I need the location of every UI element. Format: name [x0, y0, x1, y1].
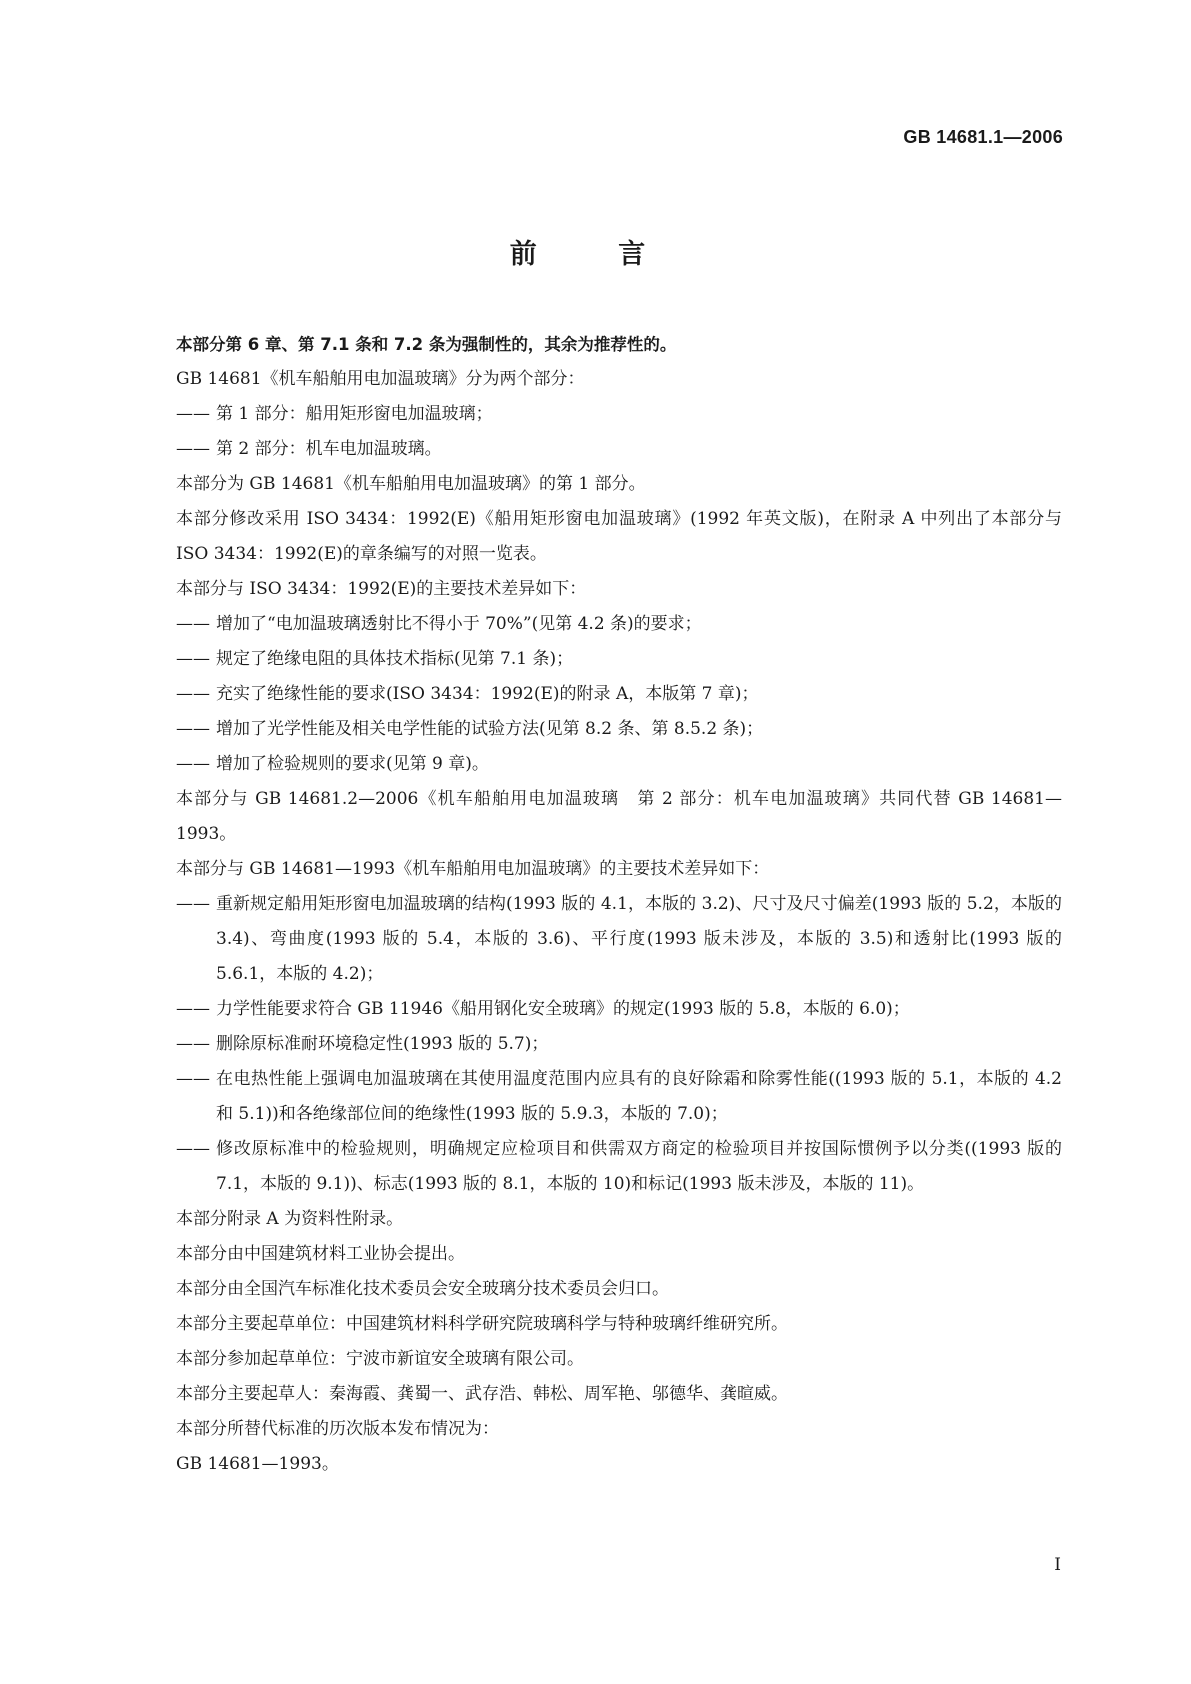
list-item [176, 747, 1062, 782]
dash-mark: —— [176, 684, 210, 704]
paragraph: 本部分参加起草单位：宁波市新谊安全玻璃有限公司。 [176, 1349, 584, 1369]
list-item-text: 充实了绝缘性能的要求(ISO 3434：1992(E)的附录 A，本版第 7 章)； [216, 684, 759, 704]
list-item [176, 1062, 1062, 1132]
paragraph: 本部分由中国建筑材料工业协会提出。 [176, 1244, 465, 1264]
list-item [176, 677, 1062, 712]
list-item-text: 力学性能要求符合 GB 11946《船用钢化安全玻璃》的规定(1993 版的 5.8，本版的 6.0)； [216, 999, 910, 1019]
paragraph: 本部分附录 A 为资料性附录。 [176, 1209, 404, 1229]
list-item [176, 1132, 1062, 1202]
page-number: I [1054, 1555, 1061, 1575]
list-item [176, 1027, 1062, 1062]
dash-mark: —— [176, 999, 210, 1019]
list-item [176, 887, 1062, 992]
list-item-text: 增加了检验规则的要求(见第 9 章)。 [216, 754, 489, 774]
list-item-text: 第 2 部分：机车电加温玻璃。 [216, 439, 442, 459]
dash-mark: —— [176, 1139, 210, 1159]
list-item [176, 642, 1062, 677]
paragraph: 本部分所替代标准的历次版本发布情况为： [176, 1419, 499, 1439]
paragraph-mandatory-note: 本部分第 6 章、第 7.1 条和 7.2 条为强制性的，其余为推荐性的。 [176, 335, 677, 354]
list-item-text: 删除原标准耐环境稳定性(1993 版的 5.7)； [216, 1034, 549, 1054]
dash-mark: —— [176, 439, 210, 459]
paragraph: 本部分为 GB 14681《机车船舶用电加温玻璃》的第 1 部分。 [176, 474, 646, 494]
list-item [176, 432, 1062, 467]
dash-mark: —— [176, 404, 210, 424]
list-item-text: 重新规定船用矩形窗电加温玻璃的结构(1993 版的 4.1，本版的 3.2)、尺寸及尺寸偏差(1993 版的 5.2，本版的 3.4)、弯曲度(1993 版的 5.4，本版的 3.6)、平行度(1993 版未涉及，本版的 3.5)和透射比(1993 版的 5.6.1，本版的 4.2)； [216, 894, 1062, 984]
dash-mark: —— [176, 754, 210, 774]
dash-mark: —— [176, 719, 210, 739]
paragraph: 本部分由全国汽车标准化技术委员会安全玻璃分技术委员会归口。 [176, 1279, 669, 1299]
dash-mark: —— [176, 1069, 210, 1089]
paragraph: GB 14681《机车船舶用电加温玻璃》分为两个部分： [176, 369, 585, 389]
paragraph: 本部分与 GB 14681—1993《机车船舶用电加温玻璃》的主要技术差异如下： [176, 859, 770, 879]
standard-code: GB 14681.1—2006 [903, 127, 1063, 147]
dash-mark: —— [176, 614, 210, 634]
paragraph: 本部分修改采用 ISO 3434：1992(E)《船用矩形窗电加温玻璃》(1992 年英文版)，在附录 A 中列出了本部分与 ISO 3434：1992(E)的章条编写的对照一览表。 [176, 509, 1062, 564]
list-item-text: 在电热性能上强调电加温玻璃在其使用温度范围内应具有的良好除霜和除雾性能((1993 版的 5.1，本版的 4.2 和 5.1))和各绝缘部位间的绝缘性(1993 版的 5.9.3，本版的 7.0)； [216, 1069, 1062, 1124]
page-title: 前 言 [509, 239, 682, 270]
list-item-text: 修改原标准中的检验规则，明确规定应检项目和供需双方商定的检验项目并按国际惯例予以分类((1993 版的 7.1，本版的 9.1))、标志(1993 版的 8.1，本版的 10)和标记(1993 版未涉及，本版的 11)。 [216, 1139, 1062, 1194]
list-item-text: 第 1 部分：船用矩形窗电加温玻璃； [216, 404, 493, 424]
paragraph: GB 14681—1993。 [176, 1454, 339, 1474]
dash-mark: —— [176, 649, 210, 669]
list-item [176, 607, 1062, 642]
list-item-text: 增加了“电加温玻璃透射比不得小于 70%”(见第 4.2 条)的要求； [216, 614, 702, 634]
list-item [176, 712, 1062, 747]
list-item [176, 992, 1062, 1027]
paragraph: 本部分与 GB 14681.2—2006《机车船舶用电加温玻璃 第 2 部分：机车电加温玻璃》共同代替 GB 14681—1993。 [176, 789, 1062, 844]
paragraph: 本部分主要起草人：秦海霞、龚蜀一、武存浩、韩松、周军艳、邬德华、龚暄威。 [176, 1384, 788, 1404]
foreword-body [176, 327, 1062, 1482]
paragraph: 本部分主要起草单位：中国建筑材料科学研究院玻璃科学与特种玻璃纤维研究所。 [176, 1314, 788, 1334]
dash-mark: —— [176, 894, 210, 914]
dash-mark: —— [176, 1034, 210, 1054]
list-item-text: 规定了绝缘电阻的具体技术指标(见第 7.1 条)； [216, 649, 574, 669]
list-item [176, 397, 1062, 432]
paragraph: 本部分与 ISO 3434：1992(E)的主要技术差异如下： [176, 579, 587, 599]
list-item-text: 增加了光学性能及相关电学性能的试验方法(见第 8.2 条、第 8.5.2 条)； [216, 719, 764, 739]
